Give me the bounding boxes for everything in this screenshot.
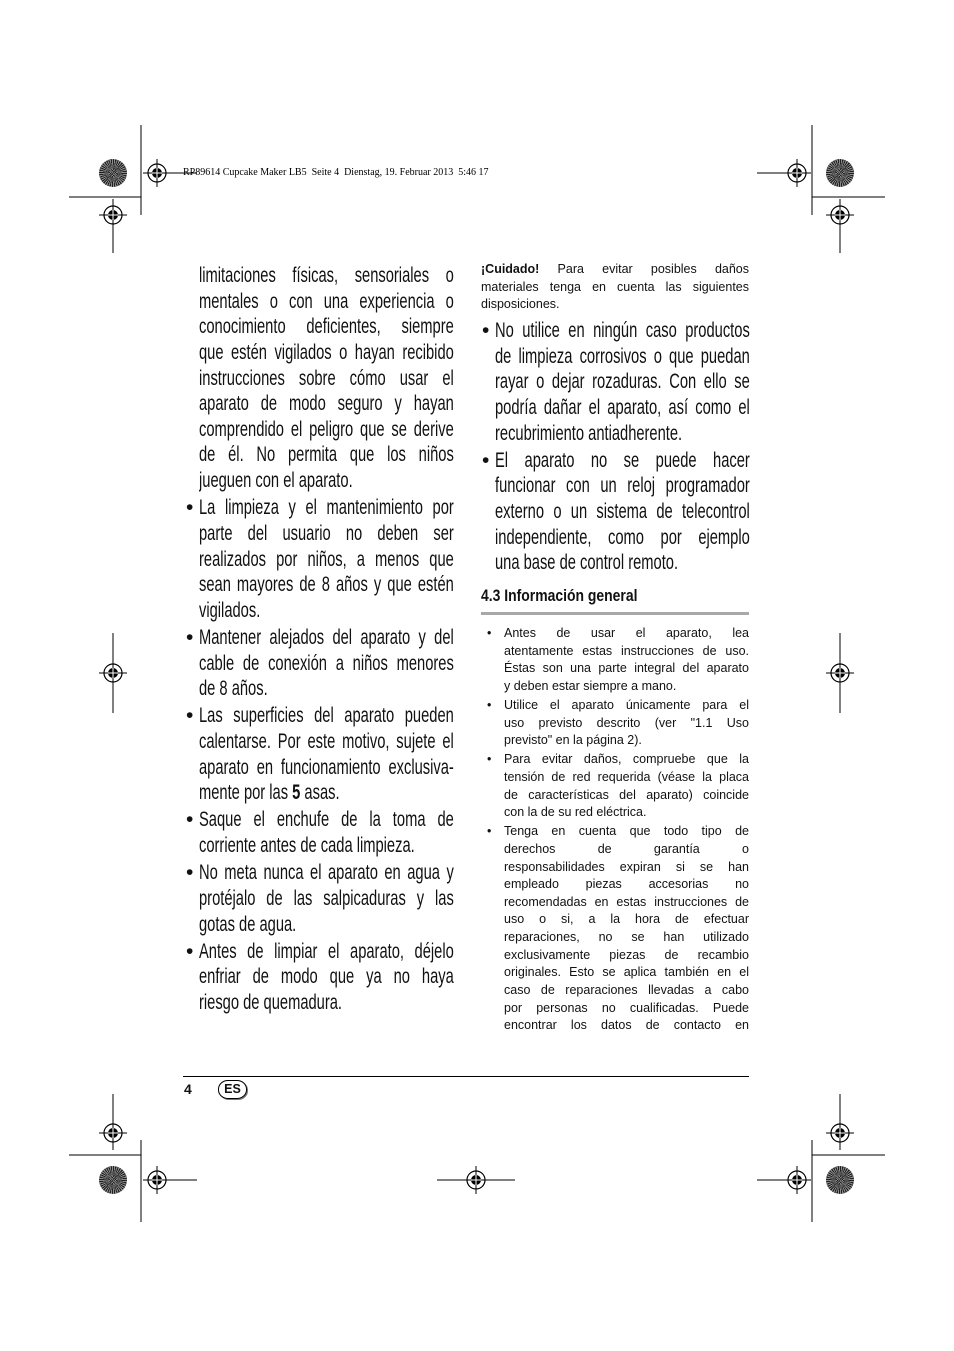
text-line: instrucciones sobre cómo usar el	[199, 366, 454, 390]
text-line: independiente, como por ejemplo	[495, 525, 750, 549]
page-number: 4	[184, 1081, 192, 1097]
bullet-marker: •	[186, 625, 194, 649]
bullet-marker: •	[487, 752, 492, 767]
text-line: de 8 años.	[199, 677, 268, 701]
text-line: responsabilidades expiran si se han	[504, 859, 749, 874]
text-line: exclusivamente piezas de recambio	[504, 947, 749, 962]
text-line: enfriar de modo que ya no haya	[199, 965, 454, 989]
bullet-marker: •	[487, 824, 492, 839]
text-line: La limpieza y el mantenimiento por	[199, 496, 454, 520]
section-heading: 4.3 Información general	[481, 586, 638, 605]
info-list-item	[487, 625, 749, 696]
text-line: con la de su red eléctrica.	[504, 805, 647, 820]
bullet-marker: •	[186, 704, 194, 728]
text-line: Antes de usar el aparato, lea	[504, 626, 749, 640]
text-line: El aparato no se puede hacer	[495, 448, 750, 472]
footer-rule	[183, 1076, 749, 1077]
text-line: uso previsto descrito (ver "1.1 Uso	[504, 715, 749, 730]
general-info-list	[487, 625, 749, 1035]
text-line: Utilice el aparato únicamente para el	[504, 697, 749, 712]
bullet-marker: •	[186, 808, 194, 832]
bold-text: 5	[292, 781, 301, 805]
text-line: atentamente estas instrucciones de uso.	[504, 643, 749, 658]
info-list-item	[487, 697, 749, 750]
caution-paragraph	[481, 261, 749, 314]
text-line: ¡Cuidado! Para evitar posibles daños	[481, 262, 749, 276]
text-line: recubrimiento antiadherente.	[495, 421, 683, 445]
text-line: encontrar los datos de contacto en	[504, 1018, 749, 1033]
text-line: aparato de modo seguro y hayan	[199, 392, 454, 416]
text-line: Antes de limpiar el aparato, déjelo	[199, 939, 454, 963]
registration-mark	[99, 201, 127, 229]
text-line: No utilice en ningún caso productos	[495, 319, 750, 342]
item-text	[504, 823, 749, 1035]
text-line: Tenga en cuenta que todo tipo de	[504, 824, 749, 839]
registration-mark	[462, 1166, 490, 1194]
registration-mark	[99, 659, 127, 687]
text-line: disposiciones.	[481, 297, 560, 312]
text-line: tensión de red requerida (véase la placa	[504, 769, 749, 784]
text-line: Las superficies del aparato pueden	[199, 704, 454, 728]
text-line: Éstas son una parte integral del aparato	[504, 661, 749, 676]
color-target-star	[826, 159, 854, 187]
color-target-star	[99, 159, 127, 187]
bullet-marker: •	[487, 697, 492, 712]
text-line: de él. No permita que los niños	[199, 443, 454, 467]
text-line: previsto" en la página 2).	[504, 733, 642, 748]
item-text	[199, 860, 454, 937]
text-line: comprendido el peligro que se derive	[199, 417, 454, 441]
item-text	[199, 263, 454, 494]
info-list-item	[487, 751, 749, 822]
text-line: y deben estar siempre a mano.	[504, 678, 677, 693]
text-line: de limpieza corrosivos o que puedan	[495, 344, 750, 368]
text-line: podría dañar el aparato, así como el	[495, 395, 750, 419]
bullet-marker: •	[487, 626, 492, 640]
item-text	[495, 448, 750, 576]
registration-mark	[143, 159, 171, 187]
bullet-marker: •	[186, 939, 194, 963]
text-line: vigilados.	[199, 598, 261, 622]
text-line: calentarse. Por este motivo, sujete el	[199, 730, 454, 754]
text-line: mentales o con una experiencia o	[199, 289, 454, 313]
bold-text: ¡Cuidado!	[481, 262, 540, 276]
text-line: uso o si, a la hora de efectuar	[504, 912, 749, 927]
text-line: sean mayores de 8 años y que estén	[199, 573, 454, 597]
item-text	[504, 625, 749, 696]
item-text	[199, 807, 454, 858]
text-line: Saque el enchufe de la toma de	[199, 808, 454, 832]
text-line: jueguen con el aparato.	[199, 469, 353, 493]
text-line: funcionar con un reloj programador	[495, 474, 750, 498]
text-line: caso de reparaciones llevadas a cabo	[504, 982, 749, 997]
caution-note	[481, 261, 749, 314]
text-line: cable de conexión a niños menores	[199, 651, 454, 675]
text-line: externo o un sistema de telecontrol	[495, 499, 750, 523]
color-target-star	[99, 1166, 127, 1194]
print-slug: RP89614 Cupcake Maker LB5 Seite 4 Dienstag, 19. Februar 2013 5:46 17	[183, 167, 489, 178]
registration-mark	[783, 1166, 811, 1194]
item-text	[199, 495, 454, 623]
text-line: recomendadas en estas instrucciones de	[504, 894, 749, 909]
registration-mark	[143, 1166, 171, 1194]
item-text	[481, 261, 749, 314]
bullet-marker: •	[482, 448, 490, 472]
item-text	[199, 939, 454, 1016]
text-line: parte del usuario no deben ser	[199, 521, 454, 545]
text-line: realizados por niños, a menos que	[199, 547, 454, 571]
language-badge: ES	[218, 1080, 247, 1099]
cleaning-warnings	[482, 318, 859, 576]
heading-rule	[481, 612, 749, 615]
item-text	[199, 625, 454, 702]
item-text	[495, 318, 750, 446]
bullet-marker: •	[186, 861, 194, 885]
color-target-star	[826, 1166, 854, 1194]
text-line: de características del aparato) coincide	[504, 787, 749, 802]
registration-mark	[99, 1119, 127, 1147]
text-line: gotas de agua.	[199, 912, 297, 936]
text-line: por personas no cualificadas. Puede	[504, 1000, 749, 1015]
warning-item	[482, 318, 859, 446]
item-text	[504, 697, 749, 750]
text-line: rayar o dejar rozaduras. Con ello se	[495, 370, 750, 394]
text-line: corriente antes de cada limpieza.	[199, 834, 415, 858]
registration-mark	[783, 159, 811, 187]
text-line: limitaciones físicas, sensoriales o	[199, 264, 454, 287]
text-line: originales. Esto se aplica también en el	[504, 965, 749, 980]
info-list-item	[487, 823, 749, 1035]
bullet-marker: •	[186, 496, 194, 520]
warning-item	[482, 448, 859, 576]
registration-mark	[826, 1119, 854, 1147]
bullet-marker: •	[482, 319, 490, 342]
text-line: reparaciones, no se han utilizado	[504, 930, 749, 945]
text-line: conocimiento deficientes, siempre	[199, 315, 454, 339]
text-line: derechos de garantía o	[504, 841, 749, 856]
text-line: No meta nunca el aparato en agua y	[199, 861, 454, 885]
text-line: que estén vigilados o hayan recibido	[199, 340, 454, 364]
text-line: Mantener alejados del aparato y del	[199, 625, 454, 649]
text-line: riesgo de quemadura.	[199, 990, 343, 1014]
registration-mark	[826, 659, 854, 687]
text-line: Para evitar daños, compruebe que la	[504, 752, 749, 767]
item-text	[504, 751, 749, 822]
text-line: protéjalo de las salpicaduras y las	[199, 886, 454, 910]
text-line: aparato en funcionamiento exclusiva-	[199, 755, 454, 779]
item-text	[199, 703, 454, 806]
text-line: materiales tenga en cuenta las siguientes	[481, 279, 749, 294]
text-line: mente por las 5 asas.	[199, 781, 340, 805]
text-line: empleado piezas accesorias no	[504, 877, 749, 892]
registration-mark	[826, 201, 854, 229]
text-line: una base de control remoto.	[495, 551, 679, 575]
